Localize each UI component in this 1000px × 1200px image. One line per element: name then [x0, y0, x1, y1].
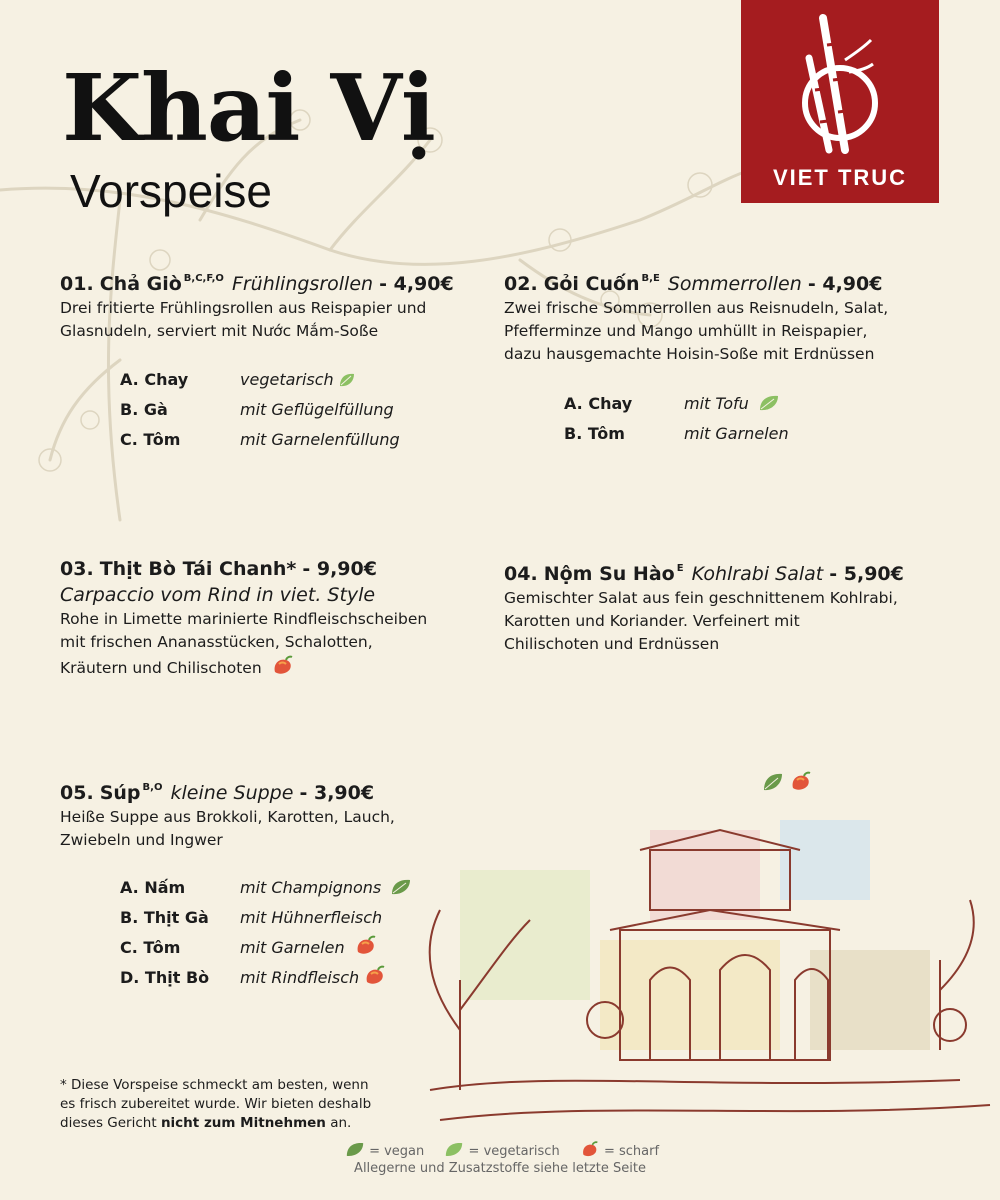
footnote — [60, 1076, 371, 1133]
variant-desc: mit Hühnerfleisch — [240, 908, 383, 927]
dish-description: dazu hausgemachte Hoisin-Soße mit Erdnüssen — [504, 345, 875, 363]
variant-code: A. Chay — [564, 394, 633, 413]
variant-desc: mit Tofu — [684, 389, 780, 419]
dish-description: Kräutern und Chilischoten — [60, 654, 427, 680]
dish-description: mit frischen Ananasstücken, Schalotten, — [60, 633, 373, 651]
dish-description: Heiße Suppe aus Brokkoli, Karotten, Lauch, — [60, 808, 395, 826]
allergen-codes: B,C,F,O — [183, 273, 224, 284]
dish-german-name: Frühlingsrollen — [231, 273, 374, 295]
spicy-chili-icon — [354, 934, 378, 956]
variant-desc: mit Champignons — [240, 873, 412, 903]
vegetarian-leaf-icon — [758, 394, 780, 412]
dish-name: Chả Giò — [99, 273, 182, 295]
dish-04 — [504, 556, 904, 656]
variant-code: B. Tôm — [564, 424, 625, 443]
footnote-line: dieses Gericht nicht zum Mitnehmen an. — [60, 1115, 352, 1131]
dish-description: Chilischoten und Erdnüssen — [504, 635, 720, 653]
vegetarian-leaf-icon — [444, 1141, 464, 1158]
spicy-chili-icon — [363, 964, 387, 986]
dish-heading — [504, 556, 904, 587]
dish-german-name: kleine Suppe — [170, 782, 294, 804]
page-title: Khai Vị — [62, 54, 435, 162]
allergen-codes: B,O — [142, 782, 163, 793]
dish-04-icons — [762, 770, 813, 796]
icon-legend — [0, 1140, 1000, 1159]
dish-name: Gỏi Cuốn — [543, 273, 640, 295]
spicy-chili-icon — [271, 654, 295, 676]
dish-heading — [60, 266, 454, 297]
variant-code: A. Chay — [120, 370, 189, 389]
variant-code: B. Thịt Gà — [120, 908, 209, 927]
variant-code: A. Nấm — [120, 878, 186, 897]
temple-gate-illustration — [400, 790, 1000, 1140]
dish-price: - 4,90€ — [379, 273, 454, 295]
variant-desc: mit Garnelen — [684, 424, 789, 443]
variant-code: B. Gà — [120, 400, 168, 419]
allergen-codes: B,E — [641, 273, 660, 284]
dish-german-name: Kohlrabi Salat — [691, 563, 824, 585]
dish-price: - 3,90€ — [299, 782, 375, 804]
dish-number: 04. — [504, 563, 538, 585]
vegan-leaf-icon — [345, 1141, 365, 1158]
vegan-leaf-icon — [762, 772, 784, 792]
variant-desc: mit Geflügelfüllung — [240, 400, 394, 419]
dish-heading — [504, 266, 888, 297]
page-subtitle: Vorspeise — [70, 165, 273, 217]
spicy-chili-icon — [580, 1140, 600, 1158]
footnote-line: es frisch zubereitet wurde. Wir bieten deshalb — [60, 1096, 372, 1112]
dish-heading — [60, 556, 427, 582]
dish-02 — [504, 266, 888, 366]
dish-01 — [60, 266, 454, 343]
spicy-chili-icon — [789, 770, 813, 792]
brand-name: VIET TRUC — [772, 165, 908, 190]
dish-description: Rohe in Limette marinierte Rindfleischscheiben — [60, 610, 428, 628]
dish-03 — [60, 556, 427, 680]
dish-number: 01. — [60, 273, 94, 295]
dish-number: 02. — [504, 273, 538, 295]
dish-description: Pfefferminze und Mango umhüllt in Reispapier, — [504, 322, 868, 340]
allergens-note: Allegerne und Zusatzstoffe siehe letzte Seite — [354, 1161, 646, 1176]
dish-description: Karotten und Koriander. Verfeinert mit — [504, 612, 800, 630]
vegan-leaf-icon — [390, 878, 412, 896]
dish-05 — [60, 775, 395, 852]
dish-german-name: Sommerrollen — [667, 273, 802, 295]
dish-name: Súp — [99, 782, 141, 804]
dish-price: - 4,90€ — [807, 273, 883, 295]
dish-number: 05. — [60, 782, 94, 804]
footnote-line: * Diese Vorspeise schmeckt am besten, wenn — [60, 1077, 369, 1093]
variant-desc: mit Rindfleisch — [240, 963, 387, 993]
variant-desc: vegetarisch — [240, 365, 356, 395]
variant-code: C. Tôm — [120, 430, 181, 449]
dish-description: Zwiebeln und Ingwer — [60, 831, 223, 849]
variant-desc: mit Garnelenfüllung — [240, 430, 400, 449]
dish-subheading: Carpaccio vom Rind in viet. Style — [60, 584, 376, 606]
legend-vegan: = vegan — [341, 1144, 424, 1159]
allergen-codes: E — [676, 563, 684, 574]
dish-name: Nộm Su Hào — [543, 563, 675, 585]
legend-vegetarian: = vegetarisch — [440, 1144, 559, 1159]
dish-price: - 9,90€ — [302, 558, 377, 580]
dish-number: 03. — [60, 558, 94, 580]
dish-description: Glasnudeln, serviert mit Nước Mắm-Soße — [60, 322, 379, 340]
vegetarian-leaf-icon — [338, 372, 356, 388]
dish-price: - 5,90€ — [829, 563, 904, 585]
dish-description: Gemischter Salat aus fein geschnittenem Kohlrabi, — [504, 589, 898, 607]
bamboo-logo-icon — [741, 0, 939, 160]
dish-description: Zwei frische Sommerrollen aus Reisnudeln, Salat, — [504, 299, 889, 317]
dish-description: Drei fritierte Frühlingsrollen aus Reispapier und — [60, 299, 427, 317]
dish-name: Thịt Bò Tái Chanh* — [99, 558, 297, 580]
brand-logo — [741, 0, 939, 203]
legend-spicy: = scharf — [576, 1144, 659, 1159]
variant-code: C. Tôm — [120, 938, 181, 957]
variant-code: D. Thịt Bò — [120, 968, 210, 987]
dish-heading — [60, 775, 395, 806]
variant-desc: mit Garnelen — [240, 933, 378, 963]
